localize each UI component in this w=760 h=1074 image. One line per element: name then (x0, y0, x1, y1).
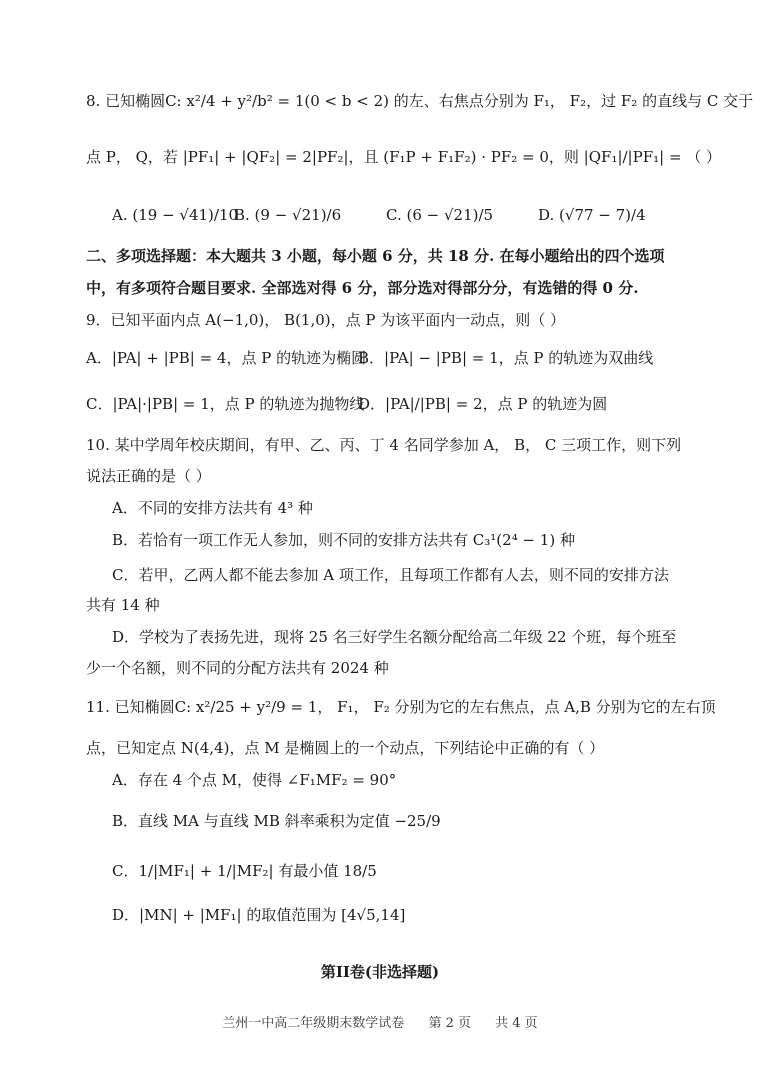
q8-option-c: C. (6 − √21)/5 (386, 206, 494, 224)
q9-option-a: A．|PA| + |PB| = 4，点 P 的轨迹为椭圆 (86, 349, 367, 367)
q9-option-b: B．|PA| − |PB| = 1，点 P 的轨迹为双曲线 (358, 349, 654, 367)
footer-school: 兰州一中高二年级期末数学试卷 (222, 1016, 405, 1031)
q11-option-d: D．|MN| + |MF₁| 的取值范围为 [4√5,14] (112, 906, 406, 924)
q10-line1: 10. 某中学周年校庆期间，有甲、乙、丙、丁 4 名同学参加 A， B， C 三项工作，则下列 (86, 436, 682, 454)
q10-option-b: B．若恰有一项工作无人参加，则不同的安排方法共有 C₃¹(2⁴ − 1) 种 (112, 531, 575, 549)
q9-option-d: D．|PA|/|PB| = 2，点 P 的轨迹为圆 (358, 395, 608, 413)
section2-line2: 中，有多项符合题目要求. 全部选对得 6 分，部分选对得部分分，有选错的得 0 分. (86, 279, 639, 297)
q8-option-a: A. (19 − √41)/10 (112, 206, 239, 224)
q10-option-c-line2: 共有 14 种 (86, 596, 160, 614)
q10-option-a: A．不同的安排方法共有 4³ 种 (112, 499, 313, 517)
q8-line2: 点 P， Q，若 |PF₁| + |QF₂| = 2|PF₂|，且 (F₁P + F₁F₂) · PF₂ = 0，则 |QF₁|/|PF₁| = （ ） (86, 148, 722, 166)
q11-option-b: B．直线 MA 与直线 MB 斜率乘积为定值 −25/9 (112, 812, 441, 830)
q8-option-b: B. (9 − √21)/6 (234, 206, 342, 224)
q10-option-d-line2: 少一个名额，则不同的分配方法共有 2024 种 (86, 659, 389, 677)
q8-option-d: D. (√77 − 7)/4 (538, 206, 646, 224)
footer-total: 共 4 页 (495, 1016, 538, 1031)
footer-page: 第 2 页 (428, 1016, 471, 1031)
q8-line1: 8. 已知椭圆C: x²/4 + y²/b² = 1(0 < b < 2) 的左、右焦点分别为 F₁， F₂，过 F₂ 的直线与 C 交于 (86, 92, 754, 110)
q11-line2: 点，已知定点 N(4,4)，点 M 是椭圆上的一个动点，下列结论中正确的有（ ） (86, 739, 605, 757)
q11-option-c: C．1/|MF₁| + 1/|MF₂| 有最小值 18/5 (112, 862, 377, 880)
q9-option-c: C．|PA|·|PB| = 1，点 P 的轨迹为抛物线 (86, 395, 365, 413)
part2-title: 第II卷(非选择题) (320, 963, 440, 981)
page-footer (0, 1012, 760, 1031)
q10-line2: 说法正确的是（ ） (86, 467, 211, 485)
q11-option-a: A．存在 4 个点 M，使得 ∠F₁MF₂ = 90° (112, 771, 397, 789)
q9-stem: 9．已知平面内点 A(−1,0)， B(1,0)，点 P 为该平面内一动点，则（ ） (86, 311, 566, 329)
q11-line1: 11. 已知椭圆C: x²/25 + y²/9 = 1， F₁， F₂ 分别为它的左右焦点，点 A,B 分别为它的左右顶 (86, 698, 716, 716)
q10-option-c-line1: C．若甲，乙两人都不能去参加 A 项工作，且每项工作都有人去，则不同的安排方法 (112, 566, 669, 584)
section2-line1: 二、多项选择题：本大题共 3 小题，每小题 6 分，共 18 分. 在每小题给出的四个选项 (86, 247, 665, 265)
q10-option-d-line1: D．学校为了表扬先进，现将 25 名三好学生名额分配给高二年级 22 个班，每个班至 (112, 628, 677, 646)
